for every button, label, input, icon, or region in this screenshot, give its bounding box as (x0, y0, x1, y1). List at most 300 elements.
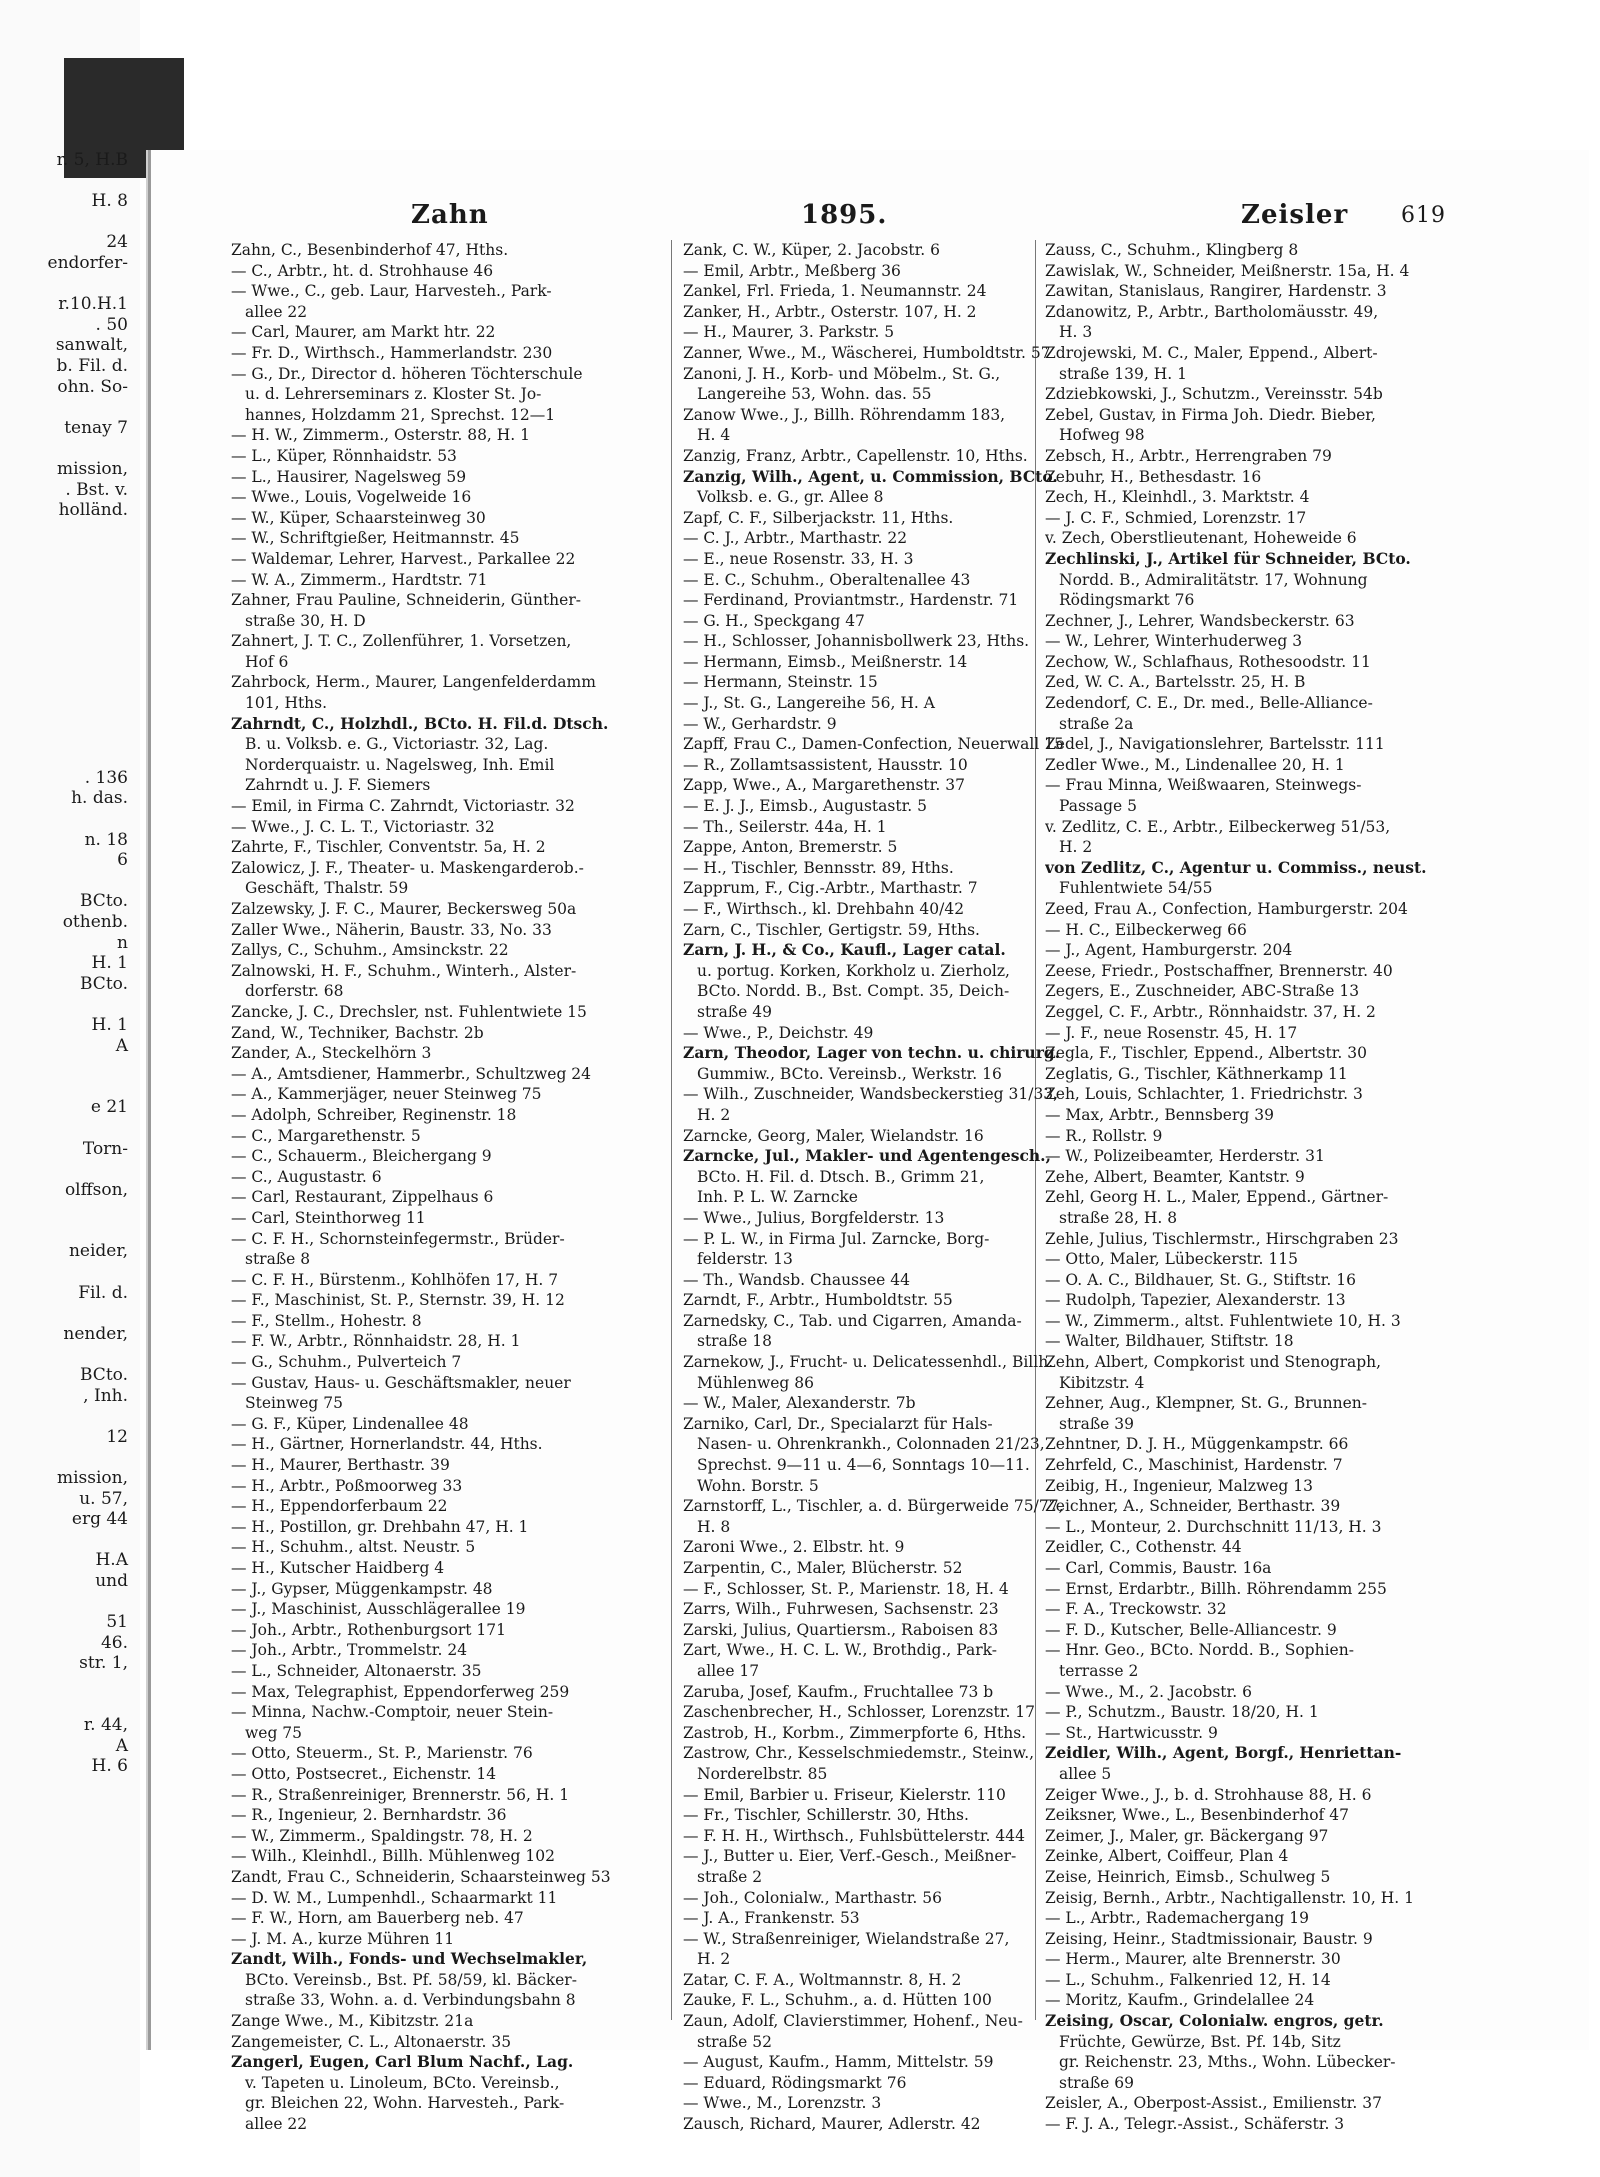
entry-continuation: straße 2 (697, 1867, 763, 1886)
entry-continuation: Sprechst. 9—11 u. 4—6, Sonntags 10—11. (697, 1456, 1030, 1475)
page-number: 619 (1401, 203, 1446, 228)
fragment-text: mission, (56, 458, 128, 479)
directory-entry: Zawitan, Stanislaus, Rangirer, Hardenstr. 3 (1045, 282, 1387, 301)
directory-entry: — F. D., Kutscher, Belle-Alliancestr. 9 (1045, 1620, 1337, 1639)
directory-entry: Zapf, C. F., Silberjackstr. 11, Hths. (683, 508, 954, 527)
directory-entry: Zahn, C., Besenbinderhof 47, Hths. (231, 241, 509, 259)
directory-entry: — L., Arbtr., Rademachergang 19 (1045, 1909, 1310, 1928)
entry-continuation: 101, Hths. (245, 694, 328, 713)
directory-entry: — H., Schuhm., altst. Neustr. 5 (231, 1538, 476, 1557)
directory-entry: — Wilh., Kleinhdl., Billh. Mühlenweg 102 (231, 1847, 555, 1866)
fragment-text (0, 994, 128, 1015)
directory-entry: — H., Arbtr., Poßmoorweg 33 (231, 1476, 463, 1495)
directory-entry: — F., Schlosser, St. P., Marienstr. 18, H. 4 (683, 1579, 1009, 1598)
directory-entry: — Wwe., C., geb. Laur, Harvesteh., Park- (231, 282, 552, 301)
entry-continuation: terrasse 2 (1059, 1661, 1139, 1680)
directory-entry: — L., Küper, Rönnhaidstr. 53 (231, 446, 457, 465)
directory-entry: — G., Schuhm., Pulverteich 7 (231, 1353, 462, 1372)
directory-entry: Zed, W. C. A., Bartelsstr. 25, H. B (1045, 673, 1306, 692)
directory-entry: — Wwe., P., Deichstr. 49 (683, 1023, 874, 1042)
entry-continuation: allee 22 (245, 2115, 308, 2134)
fragment-text: r.10.H.1 (58, 294, 128, 315)
fragment-text (0, 1344, 128, 1365)
directory-entry: Zeichner, A., Schneider, Berthastr. 39 (1045, 1497, 1341, 1516)
directory-entry: — W., Schriftgießer, Heitmannstr. 45 (231, 529, 520, 548)
fragment-text (0, 1303, 128, 1324)
entry-continuation: straße 33, Wohn. a. d. Verbindungsbahn 8 (245, 1991, 576, 2010)
directory-entry: — W., Zimmerm., Spaldingstr. 78, H. 2 (231, 1826, 533, 1845)
directory-entry: Zallys, C., Schuhm., Amsinckstr. 22 (231, 941, 509, 960)
directory-entry: — St., Hartwicusstr. 9 (1045, 1723, 1218, 1742)
directory-entry: Zdziebkowski, J., Schutzm., Vereinsstr. 54b (1045, 385, 1383, 404)
directory-entry: Zarrs, Wilh., Fuhrwesen, Sachsenstr. 23 (683, 1600, 999, 1619)
fragment-text: A (115, 1035, 128, 1056)
fragment-text (0, 1056, 128, 1077)
directory-entry: Zehntner, D. J. H., Müggenkampstr. 66 (1045, 1435, 1349, 1454)
directory-entry: — Wwe., Julius, Borgfelderstr. 13 (683, 1208, 945, 1227)
entry-continuation: Rödingsmarkt 76 (1059, 591, 1195, 610)
directory-entry: Zegers, E., Zuschneider, ABC-Straße 13 (1045, 982, 1360, 1001)
entry-continuation: BCto. Nordd. B., Bst. Compt. 35, Deich- (697, 982, 1010, 1001)
fragment-text (0, 871, 128, 892)
fragment-text (0, 1447, 128, 1468)
entry-continuation: Wohn. Borstr. 5 (697, 1476, 819, 1495)
directory-entry: — W., Zimmerm., altst. Fuhlentwiete 10, H. 3 (1045, 1311, 1401, 1330)
directory-entry: Zedler Wwe., M., Lindenallee 20, H. 1 (1045, 755, 1345, 774)
directory-entry: — C., Augustastr. 6 (231, 1167, 382, 1186)
directory-entry: — L., Schneider, Altonaerstr. 35 (231, 1661, 482, 1680)
entry-continuation: felderstr. 13 (697, 1250, 793, 1269)
directory-entry: Zanzig, Franz, Arbtr., Capellenstr. 10, Hths. (683, 446, 1028, 465)
directory-entry: — W., Maler, Alexanderstr. 7b (683, 1394, 916, 1413)
entry-continuation: H. 2 (697, 1950, 731, 1969)
fragment-text: ohn. So- (57, 376, 128, 397)
directory-entry: — J. F., neue Rosenstr. 45, H. 17 (1045, 1023, 1298, 1042)
fragment-text: neider, (68, 1241, 128, 1262)
directory-entry: — Joh., Arbtr., Trommelstr. 24 (231, 1641, 468, 1660)
fragment-text (0, 603, 128, 624)
fragment-text (0, 685, 128, 706)
directory-entry: Zarnstorff, L., Tischler, a. d. Bürgerweide 75/77, (683, 1497, 1064, 1516)
fragment-text: 6 (117, 850, 128, 871)
directory-entry: Zehe, Albert, Beamter, Kantstr. 9 (1045, 1167, 1305, 1186)
directory-entry: Zahrte, F., Tischler, Conventstr. 5a, H. 2 (231, 838, 546, 857)
directory-entry: Zahner, Frau Pauline, Schneiderin, Günther- (231, 591, 581, 610)
directory-entry: Zeidler, C., Cothenstr. 44 (1045, 1538, 1242, 1557)
directory-entry: Zeisler, A., Oberpost-Assist., Emilienstr. 37 (1045, 2094, 1382, 2113)
directory-entry: — Otto, Postsecret., Eichenstr. 14 (231, 1764, 497, 1783)
directory-entry: Zehner, Aug., Klempner, St. G., Brunnen- (1045, 1394, 1368, 1413)
directory-entry: — H., Maurer, Berthastr. 39 (231, 1456, 450, 1475)
directory-entry: — Waldemar, Lehrer, Harvest., Parkallee 22 (231, 549, 576, 568)
fragment-text (0, 171, 128, 192)
fragment-text (0, 521, 128, 542)
directory-entry: — Carl, Steinthorweg 11 (231, 1208, 426, 1227)
directory-entry: — H. C., Eilbeckerweg 66 (1045, 920, 1247, 939)
directory-entry: Zedendorf, C. E., Dr. med., Belle-Alliance- (1045, 694, 1373, 713)
column-3 (1045, 240, 1465, 2135)
directory-entry: Zarnekow, J., Frucht- u. Delicatessenhdl., Billh. (683, 1353, 1054, 1372)
directory-entry: — C. J., Arbtr., Marthastr. 22 (683, 529, 908, 548)
entry-continuation: Nordd. B., Admiralitätstr. 17, Wohnung (1059, 570, 1368, 589)
directory-entry: Zanzig, Wilh., Agent, u. Commission, BCto. (683, 466, 1058, 486)
directory-entry: — J. C. F., Schmied, Lorenzstr. 17 (1045, 508, 1307, 527)
fragment-text (0, 1200, 128, 1221)
fragment-text: e 21 (90, 1097, 128, 1118)
directory-entry: — R., Ingenieur, 2. Bernhardstr. 36 (231, 1806, 507, 1825)
entry-continuation: gr. Bleichen 22, Wohn. Harvesteh., Park- (245, 2094, 565, 2113)
directory-entry: Zehrfeld, C., Maschinist, Hardenstr. 7 (1045, 1456, 1343, 1475)
directory-entry: Zapp, Wwe., A., Margarethenstr. 37 (683, 776, 965, 795)
directory-entry: — Joh., Arbtr., Rothenburgsort 171 (231, 1620, 507, 1639)
directory-entry: v. Zech, Oberstlieutenant, Hoheweide 6 (1045, 529, 1357, 548)
directory-entry: — F. W., Horn, am Bauerberg neb. 47 (231, 1909, 524, 1928)
directory-entry: — Fr., Tischler, Schillerstr. 30, Hths. (683, 1806, 969, 1825)
fragment-text: A (115, 1735, 128, 1756)
directory-entry: — D. W. M., Lumpenhdl., Schaarmarkt 11 (231, 1888, 558, 1907)
fragment-text: BCto. (80, 891, 128, 912)
entry-continuation: Gummiw., BCto. Vereinsb., Werkstr. 16 (697, 1064, 1002, 1083)
entry-continuation: allee 17 (697, 1661, 760, 1680)
directory-entry: Zankel, Frl. Frieda, 1. Neumannstr. 24 (683, 282, 987, 301)
directory-entry: — Frau Minna, Weißwaaren, Steinwegs- (1045, 776, 1362, 795)
directory-entry: Zarniko, Carl, Dr., Specialarzt für Hals- (683, 1414, 993, 1433)
entry-continuation: straße 8 (245, 1250, 311, 1269)
directory-entry: — F. H. H., Wirthsch., Fuhlsbüttelerstr. 444 (683, 1826, 1025, 1845)
entry-continuation: H. 2 (697, 1105, 731, 1124)
directory-entry: — C. F. H., Schornsteinfegermstr., Brüder- (231, 1229, 565, 1248)
directory-entry: Zeinke, Albert, Coiffeur, Plan 4 (1045, 1847, 1289, 1866)
directory-entry: Zarnedsky, C., Tab. und Cigarren, Amanda- (683, 1311, 1022, 1330)
directory-entry: — C., Arbtr., ht. d. Strohhause 46 (231, 261, 494, 280)
directory-entry: — W., Polizeibeamter, Herderstr. 31 (1045, 1147, 1325, 1166)
directory-entry: — Hermann, Steinstr. 15 (683, 673, 878, 692)
fragment-text (0, 1530, 128, 1551)
fragment-text (0, 1221, 128, 1242)
directory-entry: — E. C., Schuhm., Oberaltenallee 43 (683, 570, 971, 589)
fragment-text: sanwalt, (55, 335, 128, 356)
directory-entry: Zahrbock, Herm., Maurer, Langenfelderdamm (231, 673, 596, 692)
fragment-text (0, 727, 128, 748)
directory-entry: Zebuhr, H., Bethesdastr. 16 (1045, 467, 1262, 486)
directory-entry: — Hermann, Eimsb., Meißnerstr. 14 (683, 652, 968, 671)
directory-entry: Zandt, Frau C., Schneiderin, Schaarsteinweg 53 (231, 1867, 611, 1886)
directory-entry: — R., Zollamtsassistent, Hausstr. 10 (683, 755, 968, 774)
fragment-text: H. 8 (91, 191, 128, 212)
fragment-text (0, 1695, 128, 1716)
directory-entry: Zebel, Gustav, in Firma Joh. Diedr. Bieber, (1045, 405, 1376, 424)
fragment-text (0, 624, 128, 645)
entry-continuation: Kibitzstr. 4 (1059, 1373, 1145, 1392)
directory-entry: Zawislak, W., Schneider, Meißnerstr. 15a, H. 4 (1045, 261, 1410, 280)
directory-entry: — G. F., Küper, Lindenallee 48 (231, 1414, 469, 1433)
directory-entry: — F. W., Arbtr., Rönnhaidstr. 28, H. 1 (231, 1332, 521, 1351)
entry-continuation: Langereihe 53, Wohn. das. 55 (697, 385, 932, 404)
directory-entry: — G., Dr., Director d. höheren Töchterschule (231, 364, 583, 383)
entry-continuation: B. u. Volksb. e. G., Victoriastr. 32, Lag. (245, 735, 549, 754)
directory-entry: — F. J. A., Telegr.-Assist., Schäferstr. 3 (1045, 2115, 1345, 2134)
directory-entry: Zarn, Theodor, Lager von techn. u. chirurg. (683, 1043, 1061, 1063)
directory-entry: — Ernst, Erdarbtr., Billh. Röhrendamm 255 (1045, 1579, 1387, 1598)
directory-entry: — W., Gerhardstr. 9 (683, 714, 837, 733)
directory-entry: — Hnr. Geo., BCto. Nordd. B., Sophien- (1045, 1641, 1354, 1660)
directory-entry: — P. L. W., in Firma Jul. Zarncke, Borg- (683, 1229, 990, 1248)
fragment-text: 24 (106, 232, 128, 253)
directory-entry: — L., Hausirer, Nagelsweg 59 (231, 467, 467, 486)
directory-entry: — J., Maschinist, Ausschlägerallee 19 (231, 1600, 526, 1619)
directory-entry: — F. A., Treckowstr. 32 (1045, 1600, 1227, 1619)
directory-entry: Zank, C. W., Küper, 2. Jacobstr. 6 (683, 241, 940, 259)
directory-entry: v. Zedlitz, C. E., Arbtr., Eilbeckerweg 51/53, (1045, 817, 1391, 836)
directory-entry: Zarski, Julius, Quartiersm., Raboisen 83 (683, 1620, 999, 1639)
directory-entry: Zeising, Oscar, Colonialw. engros, getr. (1045, 2011, 1384, 2031)
fragment-text: 12 (106, 1426, 128, 1447)
directory-entry: Zastrow, Chr., Kesselschmiedemstr., Steinw., (683, 1744, 1035, 1763)
directory-entry: Zechlinski, J., Artikel für Schneider, BCto. (1045, 548, 1411, 568)
directory-entry: Zancke, J. C., Drechsler, nst. Fuhlentwiete 15 (231, 1002, 587, 1021)
directory-entry: — Emil, Barbier u. Friseur, Kielerstr. 110 (683, 1785, 1006, 1804)
entry-continuation: Mühlenweg 86 (697, 1373, 814, 1392)
entry-continuation: Steinweg 75 (245, 1394, 343, 1413)
header-right-keyword: Zeisler (1241, 200, 1349, 230)
directory-entry: — Herm., Maurer, alte Brennerstr. 30 (1045, 1950, 1341, 1969)
directory-entry: Zanner, Wwe., M., Wäscherei, Humboldtstr. 57 (683, 343, 1051, 362)
directory-entry: Zandt, Wilh., Fonds- und Wechselmakler, (231, 1949, 588, 1969)
directory-entry: — R., Rollstr. 9 (1045, 1126, 1163, 1145)
directory-entry: — Wilh., Zuschneider, Wandsbeckerstieg 31/33, (683, 1085, 1059, 1104)
previous-page-fragment (0, 150, 140, 2050)
column-1 (231, 240, 651, 2135)
fragment-text (0, 562, 128, 583)
entry-continuation: H. 8 (697, 1517, 731, 1536)
fragment-text (0, 397, 128, 418)
directory-entry: — J., St. G., Langereihe 56, H. A (683, 694, 935, 713)
directory-entry: — O. A. C., Bildhauer, St. G., Stiftstr. 16 (1045, 1270, 1356, 1289)
directory-entry: — Wwe., M., Lorenzstr. 3 (683, 2094, 882, 2113)
fragment-text: Torn- (82, 1138, 128, 1159)
entry-continuation: H. 4 (697, 426, 731, 445)
entry-continuation: Hof 6 (245, 652, 289, 671)
entry-continuation: weg 75 (245, 1723, 303, 1742)
directory-entry: Zart, Wwe., H. C. L. W., Brothdig., Park- (683, 1641, 998, 1660)
fragment-text: H.A (95, 1550, 128, 1571)
fragment-text (0, 665, 128, 686)
directory-page (148, 150, 1589, 2134)
entry-continuation: Norderelbstr. 85 (697, 1764, 828, 1783)
directory-entry: Zegla, F., Tischler, Eppend., Albertstr. 30 (1045, 1044, 1368, 1063)
directory-entry: Zand, W., Techniker, Bachstr. 2b (231, 1023, 484, 1042)
directory-entry: Zehle, Julius, Tischlermstr., Hirschgraben 23 (1045, 1229, 1399, 1248)
directory-entry: — H., Kutscher Haidberg 4 (231, 1559, 445, 1577)
directory-entry: Zechner, J., Lehrer, Wandsbeckerstr. 63 (1045, 611, 1355, 630)
directory-entry: Zalowicz, J. F., Theater- u. Maskengarderob.- (231, 858, 584, 877)
directory-entry: Zaroni Wwe., 2. Elbstr. ht. 9 (683, 1538, 905, 1557)
directory-entry: — Max, Telegraphist, Eppendorferweg 259 (231, 1682, 570, 1701)
directory-entry: — A., Amtsdiener, Hammerbr., Schultzweg 24 (231, 1064, 592, 1083)
directory-entry: — Emil, in Firma C. Zahrndt, Victoriastr. 32 (231, 797, 575, 816)
directory-entry: Zebsch, H., Arbtr., Herrengraben 79 (1045, 446, 1332, 465)
directory-entry: Zeh, Louis, Schlachter, 1. Friedrichstr. 3 (1045, 1085, 1363, 1104)
entry-continuation: hannes, Holzdamm 21, Sprechst. 12—1 (245, 405, 556, 424)
directory-entry: — Ferdinand, Proviantmstr., Hardenstr. 71 (683, 591, 1019, 610)
directory-entry: Zanoni, J. H., Korb- und Möbelm., St. G., (683, 364, 1001, 383)
directory-entry: Zarncke, Georg, Maler, Wielandstr. 16 (683, 1126, 984, 1145)
directory-entry: Zeed, Frau A., Confection, Hamburgerstr. 204 (1045, 900, 1408, 918)
directory-entry: Zarn, C., Tischler, Gertigstr. 59, Hths. (683, 920, 980, 939)
directory-entry: — J. A., Frankenstr. 53 (683, 1909, 860, 1928)
directory-entry: Zeimer, J., Maler, gr. Bäckergang 97 (1045, 1826, 1329, 1845)
directory-entry: Zappe, Anton, Bremerstr. 5 (683, 838, 898, 857)
entry-continuation: BCto. H. Fil. d. Dtsch. B., Grimm 21, (697, 1167, 985, 1186)
entry-continuation: straße 2a (1059, 714, 1134, 733)
directory-entry: Zander, A., Steckelhörn 3 (231, 1044, 432, 1063)
directory-entry: Zarn, J. H., & Co., Kaufl., Lager catal. (683, 940, 1006, 960)
entry-continuation: u. portug. Korken, Korkholz u. Zierholz, (697, 961, 1010, 980)
fragment-text: nender, (63, 1323, 128, 1344)
fragment-text: H. 1 (91, 953, 128, 974)
directory-entry: Zange Wwe., M., Kibitzstr. 21a (231, 2012, 474, 2031)
entry-continuation: straße 52 (697, 2032, 773, 2051)
entry-continuation: Nasen- u. Ohrenkrankh., Colonnaden 21/23, (697, 1435, 1045, 1454)
directory-entry: Zeese, Friedr., Postschaffner, Brennerstr. 40 (1045, 961, 1393, 980)
directory-entry: Zeiger Wwe., J., b. d. Strohhause 88, H. 6 (1045, 1785, 1372, 1804)
directory-entry: Zedel, J., Navigationslehrer, Bartelsstr. 111 (1045, 735, 1385, 754)
directory-entry: Zaruba, Josef, Kaufm., Fruchtallee 73 b (683, 1682, 994, 1701)
fragment-text: Fil. d. (78, 1282, 128, 1303)
entry-continuation: Inh. P. L. W. Zarncke (697, 1188, 858, 1207)
directory-entry: — F., Maschinist, St. P., Sternstr. 39, H. 12 (231, 1291, 565, 1310)
fragment-text: 46. (100, 1632, 128, 1653)
directory-entry: — J. M. A., kurze Mühren 11 (231, 1929, 455, 1948)
directory-entry: — Emil, Arbtr., Meßberg 36 (683, 261, 901, 280)
entry-continuation: straße 18 (697, 1332, 773, 1351)
directory-entry: Zaschenbrecher, H., Schlosser, Lorenzstr. 17 (683, 1703, 1036, 1722)
directory-entry: — Th., Seilerstr. 44a, H. 1 (683, 817, 887, 836)
fragment-text (0, 1077, 128, 1098)
fragment-text (0, 809, 128, 830)
fragment-text: . 136 (84, 767, 128, 788)
entry-continuation: straße 49 (697, 1002, 773, 1021)
directory-entry: — Minna, Nachw.-Comptoir, neuer Stein- (231, 1703, 554, 1722)
directory-entry: Zarncke, Jul., Makler- und Agentengesch., (683, 1146, 1051, 1166)
directory-entry: — Otto, Steuerm., St. P., Marienstr. 76 (231, 1744, 533, 1763)
directory-entry: — G. H., Speckgang 47 (683, 611, 865, 630)
fragment-text (0, 582, 128, 603)
directory-entry: — E. J. J., Eimsb., Augustastr. 5 (683, 797, 927, 816)
directory-entry: — Carl, Commis, Baustr. 16a (1045, 1559, 1272, 1577)
directory-entry: Zapff, Frau C., Damen-Confection, Neuerwall 15 (683, 735, 1064, 754)
entry-continuation: allee 5 (1059, 1764, 1112, 1783)
entry-continuation: H. 2 (1059, 838, 1093, 857)
fragment-text (0, 644, 128, 665)
directory-entry: — J., Gypser, Müggenkampstr. 48 (231, 1579, 493, 1598)
entry-continuation: Norderquaistr. u. Nagelsweg, Inh. Emil (245, 755, 555, 774)
fragment-text: tenay 7 (64, 417, 128, 438)
entry-continuation: dorferstr. 68 (245, 982, 344, 1001)
directory-entry: Zauke, F. L., Schuhm., a. d. Hütten 100 (683, 1991, 992, 2010)
directory-entry: Zahrndt, C., Holzhdl., BCto. H. Fil.d. Dtsch. (231, 713, 609, 733)
directory-entry: — J., Butter u. Eier, Verf.-Gesch., Meißner- (683, 1847, 1017, 1866)
fragment-text (0, 1592, 128, 1613)
fragment-text: n. 18 (84, 829, 128, 850)
fragment-text: r. 5, H.B (56, 150, 128, 170)
directory-entry: — Rudolph, Tapezier, Alexanderstr. 13 (1045, 1291, 1346, 1310)
directory-entry: von Zedlitz, C., Agentur u. Commiss., neust. (1045, 857, 1427, 877)
fragment-text: h. das. (71, 788, 128, 809)
entry-continuation: Früchte, Gewürze, Bst. Pf. 14b, Sitz (1059, 2032, 1341, 2051)
directory-entry: — L., Schuhm., Falkenried 12, H. 14 (1045, 1970, 1331, 1989)
directory-entry: — H., Gärtner, Hornerlandstr. 44, Hths. (231, 1435, 543, 1454)
directory-entry: — Adolph, Schreiber, Reginenstr. 18 (231, 1105, 517, 1124)
directory-entry: Zanker, H., Arbtr., Osterstr. 107, H. 2 (683, 302, 977, 321)
header-left-keyword: Zahn (411, 200, 489, 230)
fragment-text: olffson, (64, 1179, 128, 1200)
directory-entry: — H., Eppendorferbaum 22 (231, 1497, 448, 1516)
directory-entry: — H., Schlosser, Johannisbollwerk 23, Hths. (683, 632, 1030, 651)
directory-entry: — P., Schutzm., Baustr. 18/20, H. 1 (1045, 1703, 1319, 1722)
directory-entry: — Gustav, Haus- u. Geschäftsmakler, neuer (231, 1373, 571, 1392)
directory-entry: Zeidler, Wilh., Agent, Borgf., Henriettan- (1045, 1743, 1402, 1763)
entry-continuation: gr. Reichenstr. 23, Mths., Wohn. Lübecker- (1059, 2053, 1396, 2072)
directory-entry: Zastrob, H., Korbm., Zimmerpforte 6, Hths. (683, 1723, 1027, 1742)
directory-entry: Zauss, C., Schuhm., Klingberg 8 (1045, 241, 1299, 259)
fragment-text (0, 1118, 128, 1139)
fragment-text (0, 747, 128, 768)
fragment-text: othenb. (62, 911, 128, 932)
directory-entry: Zdrojewski, M. C., Maler, Eppend., Albert- (1045, 343, 1378, 362)
entry-continuation: Geschäft, Thalstr. 59 (245, 879, 409, 898)
directory-entry: Zeiksner, Wwe., L., Besenbinderhof 47 (1045, 1806, 1349, 1825)
entry-continuation: BCto. Vereinsb., Bst. Pf. 58/59, kl. Bäcker- (245, 1970, 577, 1989)
directory-entry: — Otto, Maler, Lübeckerstr. 115 (1045, 1250, 1298, 1269)
directory-entry: — H., Maurer, 3. Parkstr. 5 (683, 323, 895, 342)
fragment-text (0, 1406, 128, 1427)
page-header (151, 200, 1589, 234)
directory-entry: — August, Kaufm., Hamm, Mittelstr. 59 (683, 2053, 994, 2072)
entry-continuation: straße 139, H. 1 (1059, 364, 1187, 383)
directory-entry: Zeggel, C. F., Arbtr., Rönnhaidstr. 37, H. 2 (1045, 1002, 1376, 1021)
directory-entry: — C. F. H., Bürstenm., Kohlhöfen 17, H. 7 (231, 1270, 559, 1289)
entry-continuation: straße 39 (1059, 1414, 1135, 1433)
directory-entry: — E., neue Rosenstr. 33, H. 3 (683, 549, 914, 568)
directory-entry: Zausch, Richard, Maurer, Adlerstr. 42 (683, 2115, 981, 2134)
directory-entry: — H., Tischler, Bennsstr. 89, Hths. (683, 858, 954, 877)
fragment-text: holländ. (58, 500, 128, 521)
directory-entry: Zahnert, J. T. C., Zollenführer, 1. Vorsetzen, (231, 632, 572, 651)
fragment-text (0, 212, 128, 233)
directory-entry: Zehl, Georg H. L., Maler, Eppend., Gärtner- (1045, 1188, 1389, 1207)
fragment-text: H. 1 (91, 1014, 128, 1035)
directory-entry: Zehn, Albert, Compkorist und Stenograph, (1045, 1353, 1382, 1372)
column-2 (683, 240, 1103, 2135)
fragment-text (0, 1159, 128, 1180)
directory-entry: — W., Lehrer, Winterhuderweg 3 (1045, 632, 1303, 651)
fragment-text (0, 1674, 128, 1695)
directory-entry: Zdanowitz, P., Arbtr., Bartholomäusstr. 49, (1045, 302, 1379, 321)
directory-entry: — W. A., Zimmerm., Hardtstr. 71 (231, 570, 488, 589)
directory-entry: — J., Agent, Hamburgerstr. 204 (1045, 941, 1293, 960)
fragment-text (0, 274, 128, 295)
entry-continuation: Volksb. e. G., gr. Allee 8 (697, 488, 884, 507)
entry-continuation: straße 28, H. 8 (1059, 1208, 1178, 1227)
fragment-text: , Inh. (83, 1385, 128, 1406)
fragment-text: erg 44 (71, 1509, 128, 1530)
directory-entry: Zeising, Heinr., Stadtmissionair, Baustr. 9 (1045, 1929, 1373, 1948)
fragment-text (0, 541, 128, 562)
entry-continuation: H. 3 (1059, 323, 1093, 342)
directory-entry: — H., Postillon, gr. Drehbahn 47, H. 1 (231, 1517, 529, 1536)
directory-entry: Zeisig, Bernh., Arbtr., Nachtigallenstr. 10, H. 1 (1045, 1888, 1414, 1907)
